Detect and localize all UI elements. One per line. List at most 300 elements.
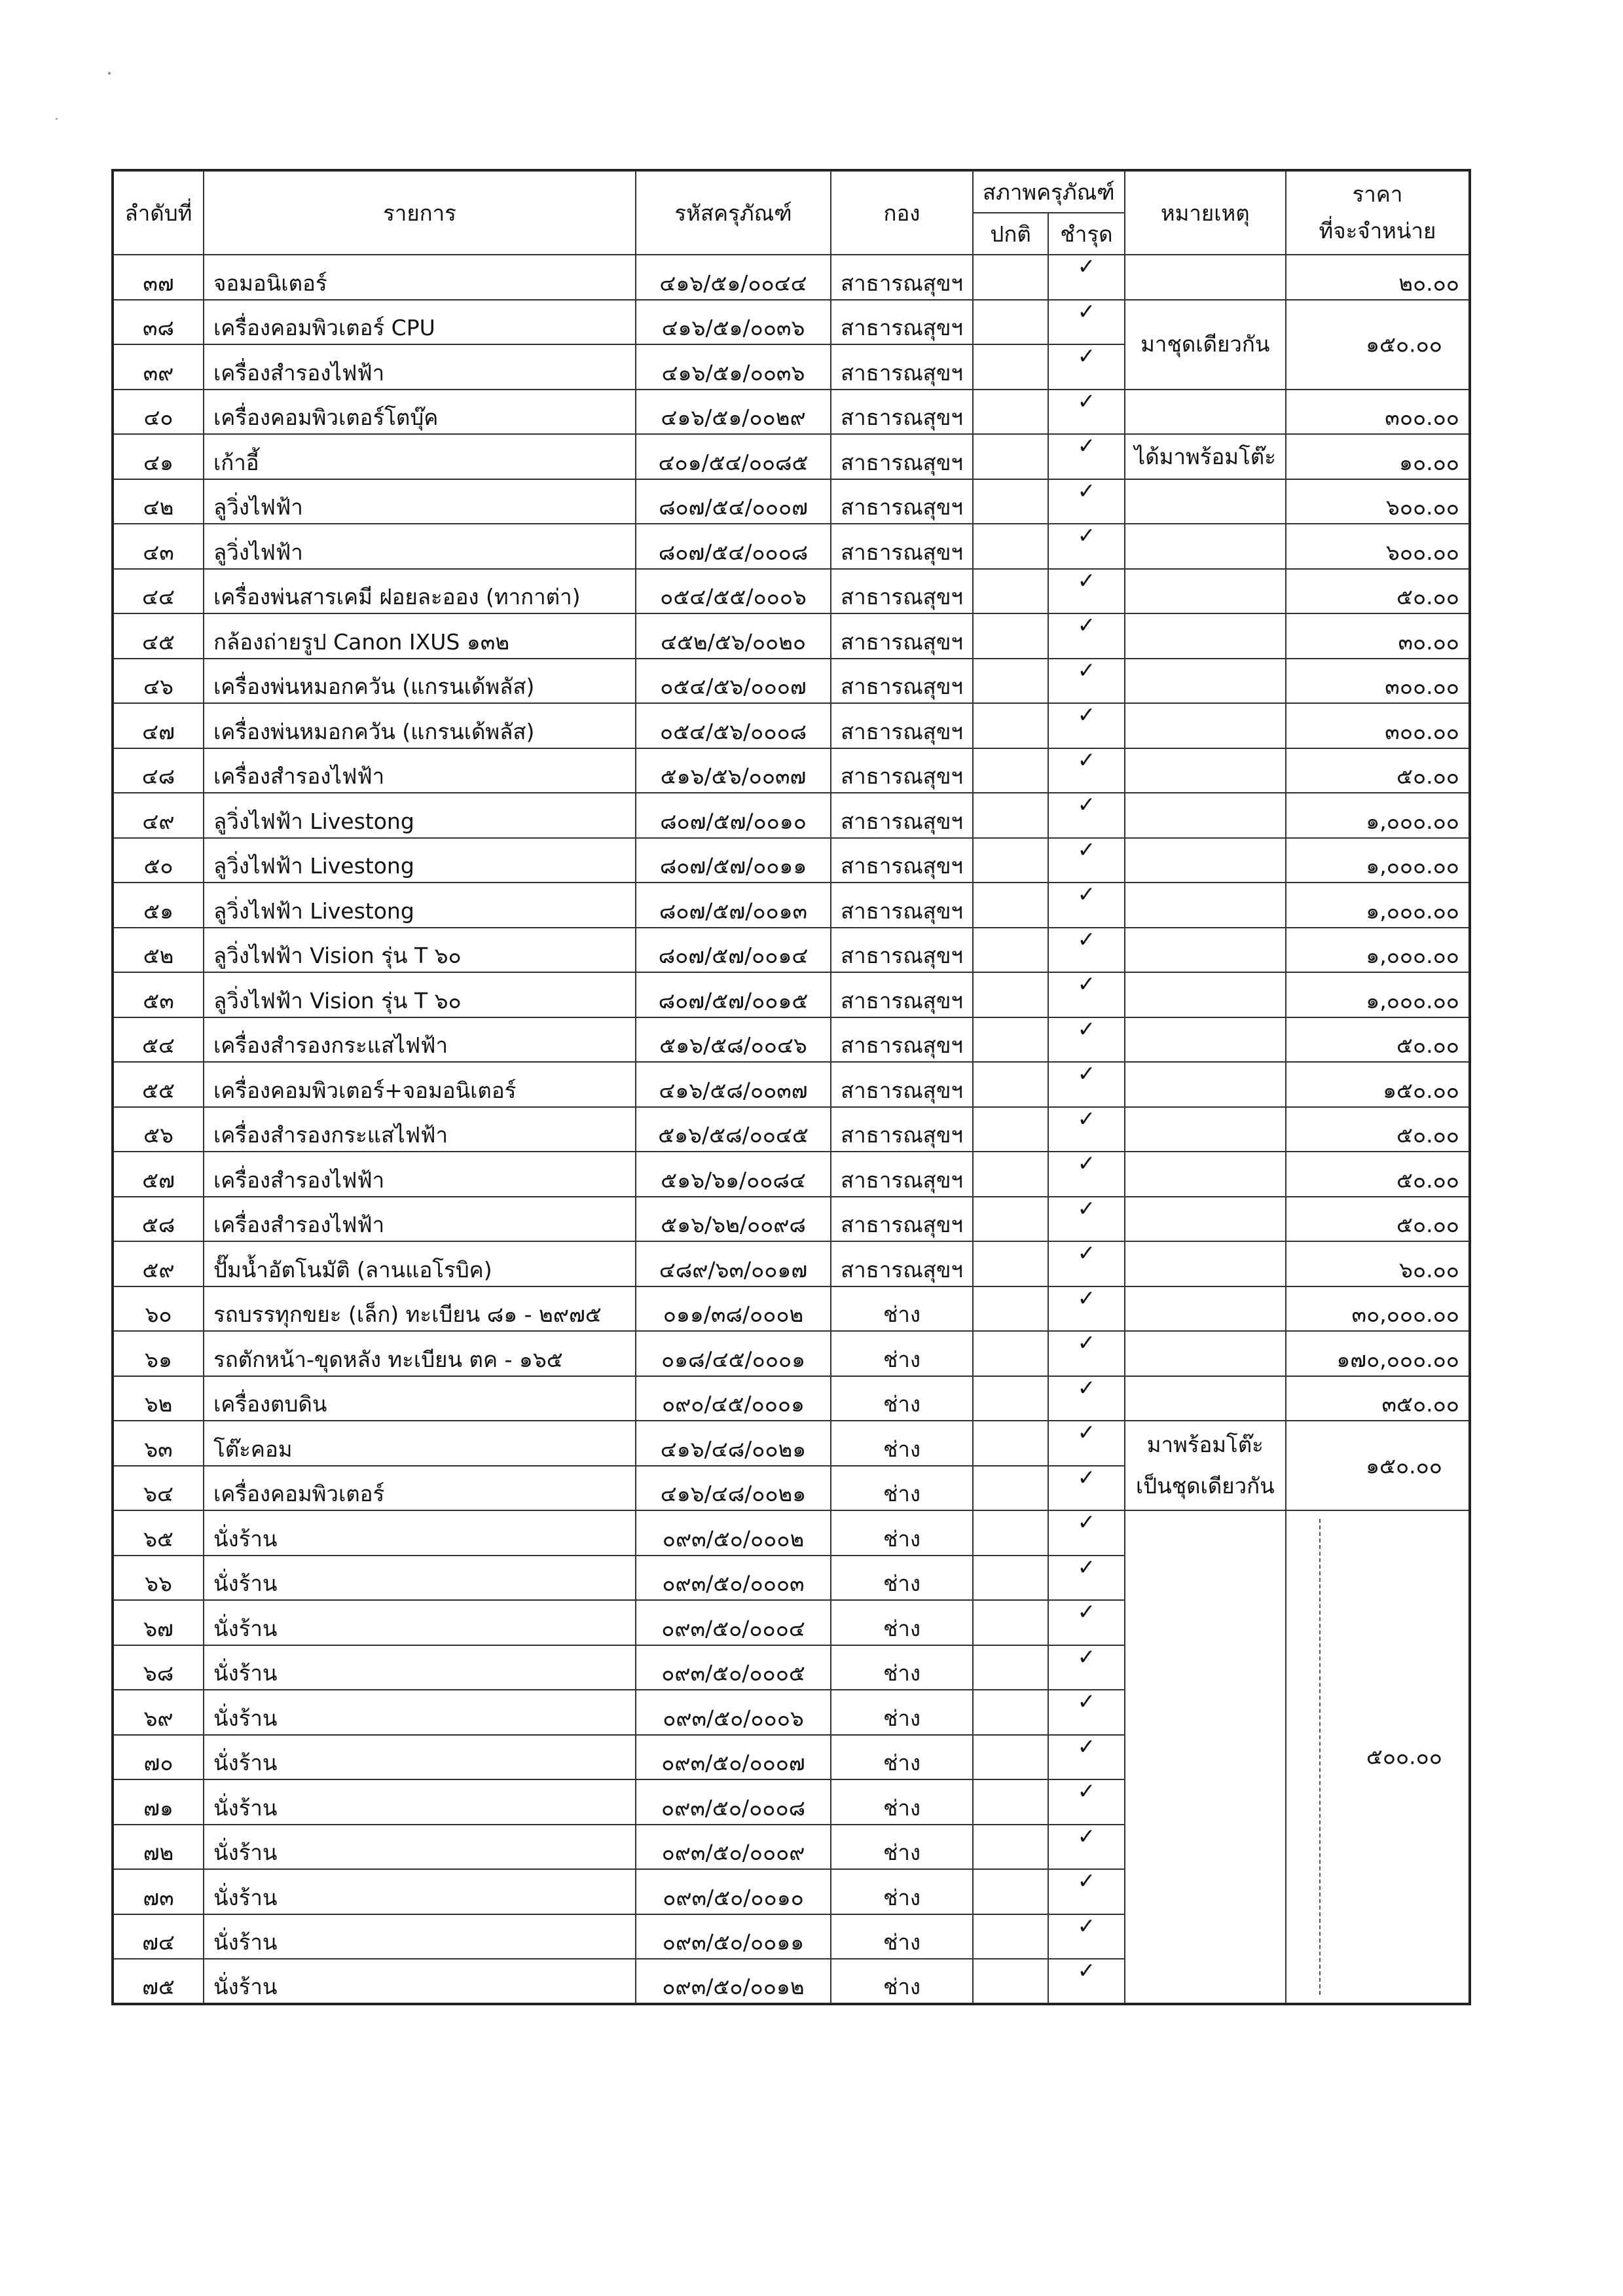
- table-row: [113, 748, 1470, 793]
- table-row: [113, 838, 1470, 883]
- row-number: ๔๓: [113, 524, 204, 569]
- table-body: [113, 255, 1470, 2004]
- row-number: ๕๒: [113, 928, 204, 973]
- item-name: ลูวิ่งไฟฟ้า Livestong: [204, 838, 636, 883]
- department: ช่าง: [831, 1600, 973, 1645]
- table-row: [113, 569, 1470, 614]
- damaged-check-mark: ✓: [1048, 613, 1124, 659]
- damaged-check-mark: ✓: [1048, 1241, 1124, 1286]
- asset-code: ๕๑๖/๖๒/๐๐๙๘: [636, 1197, 831, 1242]
- asset-code: ๕๑๖/๕๘/๐๐๔๕: [636, 1107, 831, 1152]
- table-row: [113, 1017, 1470, 1063]
- normal-cell: [973, 524, 1048, 569]
- damaged-check-mark: ✓: [1048, 1779, 1124, 1825]
- department: สาธารณสุขฯ: [831, 255, 973, 300]
- department: สาธารณสุขฯ: [831, 1107, 973, 1152]
- damaged-check-mark: ✓: [1048, 1062, 1124, 1107]
- normal-cell: [973, 1286, 1048, 1332]
- row-number: ๔๘: [113, 748, 204, 793]
- row-number: ๓๙: [113, 344, 204, 390]
- row-number: ๗๐: [113, 1735, 204, 1780]
- damaged-check-mark: ✓: [1048, 1376, 1124, 1421]
- asset-code: ๔๕๒/๕๖/๐๐๒๐: [636, 613, 831, 659]
- item-name: นั่งร้าน: [204, 1869, 636, 1914]
- damaged-check-mark: ✓: [1048, 1017, 1124, 1063]
- normal-cell: [973, 659, 1048, 704]
- normal-cell: [973, 1062, 1048, 1107]
- department: สาธารณสุขฯ: [831, 390, 973, 435]
- asset-code: ๐๙๓/๕๐/๐๐๑๒: [636, 1959, 831, 2004]
- price: ๓๐,๐๐๐.๐๐: [1286, 1286, 1470, 1332]
- normal-cell: [973, 300, 1048, 345]
- damaged-check-mark: ✓: [1048, 1466, 1124, 1511]
- group-price: [1286, 1421, 1470, 1510]
- asset-code: ๐๙๓/๕๐/๐๐๐๙: [636, 1825, 831, 1870]
- damaged-check-mark: ✓: [1048, 390, 1124, 435]
- damaged-check-mark: ✓: [1048, 1914, 1124, 1959]
- department: ช่าง: [831, 1286, 973, 1332]
- damaged-check-mark: ✓: [1048, 1825, 1124, 1870]
- asset-code: ๐๑๑/๓๘/๐๐๐๒: [636, 1286, 831, 1332]
- damaged-check-mark: ✓: [1048, 1645, 1124, 1690]
- item-name: นั่งร้าน: [204, 1914, 636, 1959]
- department: สาธารณสุขฯ: [831, 748, 973, 793]
- note: [1125, 1241, 1286, 1286]
- table-row: [113, 1197, 1470, 1242]
- note: [1125, 390, 1286, 435]
- row-number: ๔๗: [113, 703, 204, 748]
- price: ๒๐.๐๐: [1286, 255, 1470, 300]
- row-number: ๗๑: [113, 1779, 204, 1825]
- normal-cell: [973, 1825, 1048, 1870]
- department: สาธารณสุขฯ: [831, 1062, 973, 1107]
- normal-cell: [973, 479, 1048, 524]
- asset-code: ๘๐๗/๕๔/๐๐๐๘: [636, 524, 831, 569]
- damaged-check-mark: ✓: [1048, 569, 1124, 614]
- header-normal: ปกติ: [973, 213, 1048, 255]
- department: ช่าง: [831, 1914, 973, 1959]
- item-name: นั่งร้าน: [204, 1600, 636, 1645]
- normal-cell: [973, 703, 1048, 748]
- item-name: ลูวิ่งไฟฟ้า Livestong: [204, 883, 636, 928]
- note: [1125, 479, 1286, 524]
- normal-cell: [973, 1869, 1048, 1914]
- damaged-check-mark: ✓: [1048, 703, 1124, 748]
- department: สาธารณสุขฯ: [831, 613, 973, 659]
- item-name: เครื่องสำรองไฟฟ้า: [204, 1197, 636, 1242]
- table-row: [113, 1062, 1470, 1107]
- damaged-check-mark: ✓: [1048, 748, 1124, 793]
- asset-code: ๐๕๔/๕๖/๐๐๐๘: [636, 703, 831, 748]
- price: ๓๐๐.๐๐: [1286, 703, 1470, 748]
- asset-code: ๐๙๓/๕๐/๐๐๐๓: [636, 1556, 831, 1601]
- note: ได้มาพร้อมโต๊ะ: [1125, 434, 1286, 479]
- damaged-check-mark: ✓: [1048, 1735, 1124, 1780]
- row-number: ๗๓: [113, 1869, 204, 1914]
- asset-code: ๐๙๓/๕๐/๐๐๐๗: [636, 1735, 831, 1780]
- item-name: ลูวิ่งไฟฟ้า: [204, 524, 636, 569]
- row-number: ๔๒: [113, 479, 204, 524]
- asset-code: ๘๐๗/๕๗/๐๐๑๐: [636, 793, 831, 838]
- note: [1125, 1017, 1286, 1063]
- damaged-check-mark: ✓: [1048, 479, 1124, 524]
- note: [1125, 703, 1286, 748]
- table-row: [113, 883, 1470, 928]
- table-row: [113, 390, 1470, 435]
- note: [1125, 255, 1286, 300]
- item-name: เครื่องสำรองไฟฟ้า: [204, 1152, 636, 1197]
- row-number: ๖๒: [113, 1376, 204, 1421]
- note: [1125, 928, 1286, 973]
- row-number: ๖๗: [113, 1600, 204, 1645]
- row-number: ๖๕: [113, 1510, 204, 1556]
- department: สาธารณสุขฯ: [831, 434, 973, 479]
- table-row: [113, 1331, 1470, 1376]
- asset-code: ๔๑๖/๕๑/๐๐๒๙: [636, 390, 831, 435]
- department: ช่าง: [831, 1376, 973, 1421]
- table-row: [113, 479, 1470, 524]
- row-number: ๖๘: [113, 1645, 204, 1690]
- damaged-check-mark: ✓: [1048, 1197, 1124, 1242]
- item-name: เครื่องคอมพิวเตอร์โตบุ๊ค: [204, 390, 636, 435]
- normal-cell: [973, 883, 1048, 928]
- department: สาธารณสุขฯ: [831, 1152, 973, 1197]
- header-note: หมายเหตุ: [1125, 170, 1286, 255]
- price: ๖๐๐.๐๐: [1286, 524, 1470, 569]
- header-price: [1286, 170, 1470, 255]
- price: ๕๐.๐๐: [1286, 569, 1470, 614]
- item-name: เครื่องสำรองกระแสไฟฟ้า: [204, 1107, 636, 1152]
- asset-code: ๔๑๖/๕๘/๐๐๓๗: [636, 1062, 831, 1107]
- item-name: เครื่องคอมพิวเตอร์ CPU: [204, 300, 636, 345]
- row-number: ๖๔: [113, 1466, 204, 1511]
- normal-cell: [973, 1690, 1048, 1735]
- price: ๑,๐๐๐.๐๐: [1286, 883, 1470, 928]
- damaged-check-mark: ✓: [1048, 1421, 1124, 1466]
- row-number: ๔๕: [113, 613, 204, 659]
- group-price-value: ๑๕๐.๐๐: [1366, 1453, 1442, 1478]
- row-number: ๔๙: [113, 793, 204, 838]
- department: ช่าง: [831, 1825, 973, 1870]
- row-number: ๕๔: [113, 1017, 204, 1063]
- note: [1125, 1376, 1286, 1421]
- normal-cell: [973, 1959, 1048, 2004]
- department: สาธารณสุขฯ: [831, 1017, 973, 1063]
- damaged-check-mark: ✓: [1048, 972, 1124, 1017]
- row-number: ๔๔: [113, 569, 204, 614]
- item-name: เครื่องตบดิน: [204, 1376, 636, 1421]
- item-name: นั่งร้าน: [204, 1645, 636, 1690]
- row-number: ๔๑: [113, 434, 204, 479]
- item-name: เครื่องสำรองไฟฟ้า: [204, 748, 636, 793]
- table-row: [113, 613, 1470, 659]
- item-name: ลูวิ่งไฟฟ้า Livestong: [204, 793, 636, 838]
- normal-cell: [973, 344, 1048, 390]
- row-number: ๖๐: [113, 1286, 204, 1332]
- note: [1125, 838, 1286, 883]
- price: ๑,๐๐๐.๐๐: [1286, 838, 1470, 883]
- normal-cell: [973, 1914, 1048, 1959]
- asset-code: ๔๑๖/๔๘/๐๐๒๑: [636, 1421, 831, 1466]
- normal-cell: [973, 1600, 1048, 1645]
- normal-cell: [973, 838, 1048, 883]
- asset-code: ๐๑๘/๔๕/๐๐๐๑: [636, 1331, 831, 1376]
- department: สาธารณสุขฯ: [831, 928, 973, 973]
- item-name: เครื่องพ่นสารเคมี ฝอยละออง (ทากาต่า): [204, 569, 636, 614]
- item-name: ลูวิ่งไฟฟ้า: [204, 479, 636, 524]
- normal-cell: [973, 1376, 1048, 1421]
- note: [1125, 524, 1286, 569]
- damaged-check-mark: ✓: [1048, 434, 1124, 479]
- department: ช่าง: [831, 1331, 973, 1376]
- normal-cell: [973, 748, 1048, 793]
- normal-cell: [973, 928, 1048, 973]
- asset-code: ๕๑๖/๕๘/๐๐๔๖: [636, 1017, 831, 1063]
- normal-cell: [973, 1152, 1048, 1197]
- row-number: ๖๖: [113, 1556, 204, 1601]
- damaged-check-mark: ✓: [1048, 838, 1124, 883]
- asset-code: ๘๐๗/๕๗/๐๐๑๑: [636, 838, 831, 883]
- table-row: [113, 524, 1470, 569]
- normal-cell: [973, 1556, 1048, 1601]
- item-name: จอมอนิเตอร์: [204, 255, 636, 300]
- row-number: ๕๖: [113, 1107, 204, 1152]
- table-row: [113, 255, 1470, 300]
- department: สาธารณสุขฯ: [831, 883, 973, 928]
- normal-cell: [973, 1510, 1048, 1556]
- normal-cell: [973, 613, 1048, 659]
- normal-cell: [973, 1241, 1048, 1286]
- group-note: มาพร้อมโต๊ะ เป็นชุดเดียวกัน: [1125, 1421, 1286, 1510]
- table-row: [113, 300, 1470, 345]
- group-price: [1286, 1510, 1470, 2004]
- table-row: [113, 1286, 1470, 1332]
- item-name: รถตักหน้า-ขุดหลัง ทะเบียน ตค - ๑๖๕: [204, 1331, 636, 1376]
- row-number: ๕๐: [113, 838, 204, 883]
- header-dept: กอง: [831, 170, 973, 255]
- damaged-check-mark: ✓: [1048, 1331, 1124, 1376]
- damaged-check-mark: ✓: [1048, 255, 1124, 300]
- normal-cell: [973, 1779, 1048, 1825]
- note: [1125, 1331, 1286, 1376]
- department: ช่าง: [831, 1421, 973, 1466]
- normal-cell: [973, 1735, 1048, 1780]
- asset-code: ๘๐๗/๕๗/๐๐๑๕: [636, 972, 831, 1017]
- price: ๕๐.๐๐: [1286, 1017, 1470, 1063]
- scan-speck: [56, 118, 58, 120]
- damaged-check-mark: ✓: [1048, 1869, 1124, 1914]
- normal-cell: [973, 255, 1048, 300]
- note: [1125, 1197, 1286, 1242]
- asset-code: ๐๕๔/๕๖/๐๐๐๗: [636, 659, 831, 704]
- department: ช่าง: [831, 1735, 973, 1780]
- table-row: [113, 1510, 1470, 1556]
- asset-code: ๐๙๓/๕๐/๐๐๐๕: [636, 1645, 831, 1690]
- item-name: นั่งร้าน: [204, 1825, 636, 1870]
- row-number: ๓๘: [113, 300, 204, 345]
- item-name: ปั๊มน้ำอัตโนมัติ (ลานแอโรบิค): [204, 1241, 636, 1286]
- note: [1125, 1062, 1286, 1107]
- department: ช่าง: [831, 1466, 973, 1511]
- table-row: [113, 1241, 1470, 1286]
- damaged-check-mark: ✓: [1048, 1959, 1124, 2004]
- item-name: เครื่องพ่นหมอกควัน (แกรนเด้พลัส): [204, 703, 636, 748]
- price: ๖๐.๐๐: [1286, 1241, 1470, 1286]
- note: [1125, 659, 1286, 704]
- damaged-check-mark: ✓: [1048, 1510, 1124, 1556]
- item-name: เครื่องสำรองกระแสไฟฟ้า: [204, 1017, 636, 1063]
- header-no: ลำดับที่: [113, 170, 204, 255]
- department: สาธารณสุขฯ: [831, 838, 973, 883]
- department: สาธารณสุขฯ: [831, 569, 973, 614]
- damaged-check-mark: ✓: [1048, 928, 1124, 973]
- item-name: เครื่องพ่นหมอกควัน (แกรนเด้พลัส): [204, 659, 636, 704]
- item-name: นั่งร้าน: [204, 1556, 636, 1601]
- damaged-check-mark: ✓: [1048, 1286, 1124, 1332]
- item-name: โต๊ะคอม: [204, 1421, 636, 1466]
- note: [1125, 793, 1286, 838]
- header-code: รหัสครุภัณฑ์: [636, 170, 831, 255]
- price: ๓๐.๐๐: [1286, 613, 1470, 659]
- department: สาธารณสุขฯ: [831, 1197, 973, 1242]
- department: ช่าง: [831, 1510, 973, 1556]
- asset-code: ๔๘๙/๖๓/๐๐๑๗: [636, 1241, 831, 1286]
- row-number: ๖๓: [113, 1421, 204, 1466]
- note: [1125, 613, 1286, 659]
- department: สาธารณสุขฯ: [831, 703, 973, 748]
- department: สาธารณสุขฯ: [831, 479, 973, 524]
- row-number: ๗๕: [113, 1959, 204, 2004]
- row-number: ๖๑: [113, 1331, 204, 1376]
- item-name: นั่งร้าน: [204, 1735, 636, 1780]
- item-name: นั่งร้าน: [204, 1959, 636, 2004]
- damaged-check-mark: ✓: [1048, 1152, 1124, 1197]
- item-name: ลูวิ่งไฟฟ้า Vision รุ่น T ๖๐: [204, 972, 636, 1017]
- asset-code: ๐๙๓/๕๐/๐๐๐๔: [636, 1600, 831, 1645]
- asset-code: ๔๑๖/๕๑/๐๐๓๖: [636, 344, 831, 390]
- row-number: ๗๔: [113, 1914, 204, 1959]
- table-row: [113, 928, 1470, 973]
- asset-code: ๘๐๗/๕๔/๐๐๐๗: [636, 479, 831, 524]
- asset-code: ๘๐๗/๕๗/๐๐๑๓: [636, 883, 831, 928]
- price: ๕๐.๐๐: [1286, 1107, 1470, 1152]
- row-number: ๕๙: [113, 1241, 204, 1286]
- row-number: ๖๙: [113, 1690, 204, 1735]
- table-row: [113, 972, 1470, 1017]
- price: ๑,๐๐๐.๐๐: [1286, 972, 1470, 1017]
- department: สาธารณสุขฯ: [831, 659, 973, 704]
- note: [1125, 1152, 1286, 1197]
- table-row: [113, 1152, 1470, 1197]
- asset-code: ๐๙๐/๔๕/๐๐๐๑: [636, 1376, 831, 1421]
- department: สาธารณสุขฯ: [831, 972, 973, 1017]
- price: ๑,๐๐๐.๐๐: [1286, 928, 1470, 973]
- normal-cell: [973, 434, 1048, 479]
- normal-cell: [973, 1645, 1048, 1690]
- note: [1125, 1107, 1286, 1152]
- department: สาธารณสุขฯ: [831, 1241, 973, 1286]
- group-note: [1125, 1510, 1286, 2004]
- header-condition: สภาพครุภัณฑ์: [973, 170, 1125, 213]
- price: ๑๕๐.๐๐: [1286, 1062, 1470, 1107]
- normal-cell: [973, 793, 1048, 838]
- asset-code: ๔๑๖/๔๘/๐๐๒๑: [636, 1466, 831, 1511]
- normal-cell: [973, 1017, 1048, 1063]
- department: สาธารณสุขฯ: [831, 300, 973, 345]
- asset-code: ๐๙๓/๕๐/๐๐๐๘: [636, 1779, 831, 1825]
- note: [1125, 883, 1286, 928]
- handwritten-bracket-line: [1319, 1519, 1321, 1995]
- row-number: ๕๑: [113, 883, 204, 928]
- normal-cell: [973, 1331, 1048, 1376]
- item-name: นั่งร้าน: [204, 1690, 636, 1735]
- department: สาธารณสุขฯ: [831, 524, 973, 569]
- normal-cell: [973, 972, 1048, 1017]
- table-row: [113, 1421, 1470, 1466]
- item-name: เครื่องคอมพิวเตอร์: [204, 1466, 636, 1511]
- header-price-line2: ที่จะจำหน่าย: [1319, 218, 1436, 244]
- normal-cell: [973, 1421, 1048, 1466]
- price: ๑๗๐,๐๐๐.๐๐: [1286, 1331, 1470, 1376]
- item-name: รถบรรทุกขยะ (เล็ก) ทะเบียน ๘๑ - ๒๙๗๕: [204, 1286, 636, 1332]
- department: ช่าง: [831, 1556, 973, 1601]
- header-damaged: ชำรุด: [1048, 213, 1124, 255]
- row-number: ๕๗: [113, 1152, 204, 1197]
- scan-speck: [108, 72, 111, 75]
- asset-code: ๔๐๑/๕๔/๐๐๘๕: [636, 434, 831, 479]
- department: ช่าง: [831, 1645, 973, 1690]
- note: [1125, 569, 1286, 614]
- header-item: รายการ: [204, 170, 636, 255]
- department: สาธารณสุขฯ: [831, 344, 973, 390]
- department: ช่าง: [831, 1869, 973, 1914]
- item-name: เครื่องคอมพิวเตอร์+จอมอนิเตอร์: [204, 1062, 636, 1107]
- row-number: ๕๘: [113, 1197, 204, 1242]
- damaged-check-mark: ✓: [1048, 300, 1124, 345]
- price: ๓๐๐.๐๐: [1286, 390, 1470, 435]
- item-name: เครื่องสำรองไฟฟ้า: [204, 344, 636, 390]
- normal-cell: [973, 1107, 1048, 1152]
- asset-code: ๕๑๖/๖๑/๐๐๘๔: [636, 1152, 831, 1197]
- normal-cell: [973, 390, 1048, 435]
- header-price-line1: ราคา: [1352, 181, 1403, 207]
- asset-code: ๔๑๖/๕๑/๐๐๔๔: [636, 255, 831, 300]
- disposal-inventory-table: [111, 169, 1471, 2005]
- row-number: ๕๓: [113, 972, 204, 1017]
- item-name: กล้องถ่ายรูป Canon IXUS ๑๓๒: [204, 613, 636, 659]
- asset-code: ๔๑๖/๕๑/๐๐๓๖: [636, 300, 831, 345]
- normal-cell: [973, 1466, 1048, 1511]
- price: ๕๐.๐๐: [1286, 1197, 1470, 1242]
- group-price-value: ๑๕๐.๐๐: [1366, 331, 1442, 357]
- group-price-value: ๕๐๐.๐๐: [1366, 1743, 1442, 1770]
- damaged-check-mark: ✓: [1048, 883, 1124, 928]
- table-row: [113, 793, 1470, 838]
- row-number: ๓๗: [113, 255, 204, 300]
- department: ช่าง: [831, 1690, 973, 1735]
- asset-code: ๕๑๖/๕๖/๐๐๓๗: [636, 748, 831, 793]
- table-row: [113, 703, 1470, 748]
- normal-cell: [973, 569, 1048, 614]
- asset-code: ๐๙๓/๕๐/๐๐๑๐: [636, 1869, 831, 1914]
- row-number: ๕๕: [113, 1062, 204, 1107]
- group-price: [1286, 300, 1470, 390]
- damaged-check-mark: ✓: [1048, 524, 1124, 569]
- damaged-check-mark: ✓: [1048, 1556, 1124, 1601]
- department: สาธารณสุขฯ: [831, 793, 973, 838]
- table-row: [113, 1107, 1470, 1152]
- asset-code: ๐๕๔/๕๕/๐๐๐๖: [636, 569, 831, 614]
